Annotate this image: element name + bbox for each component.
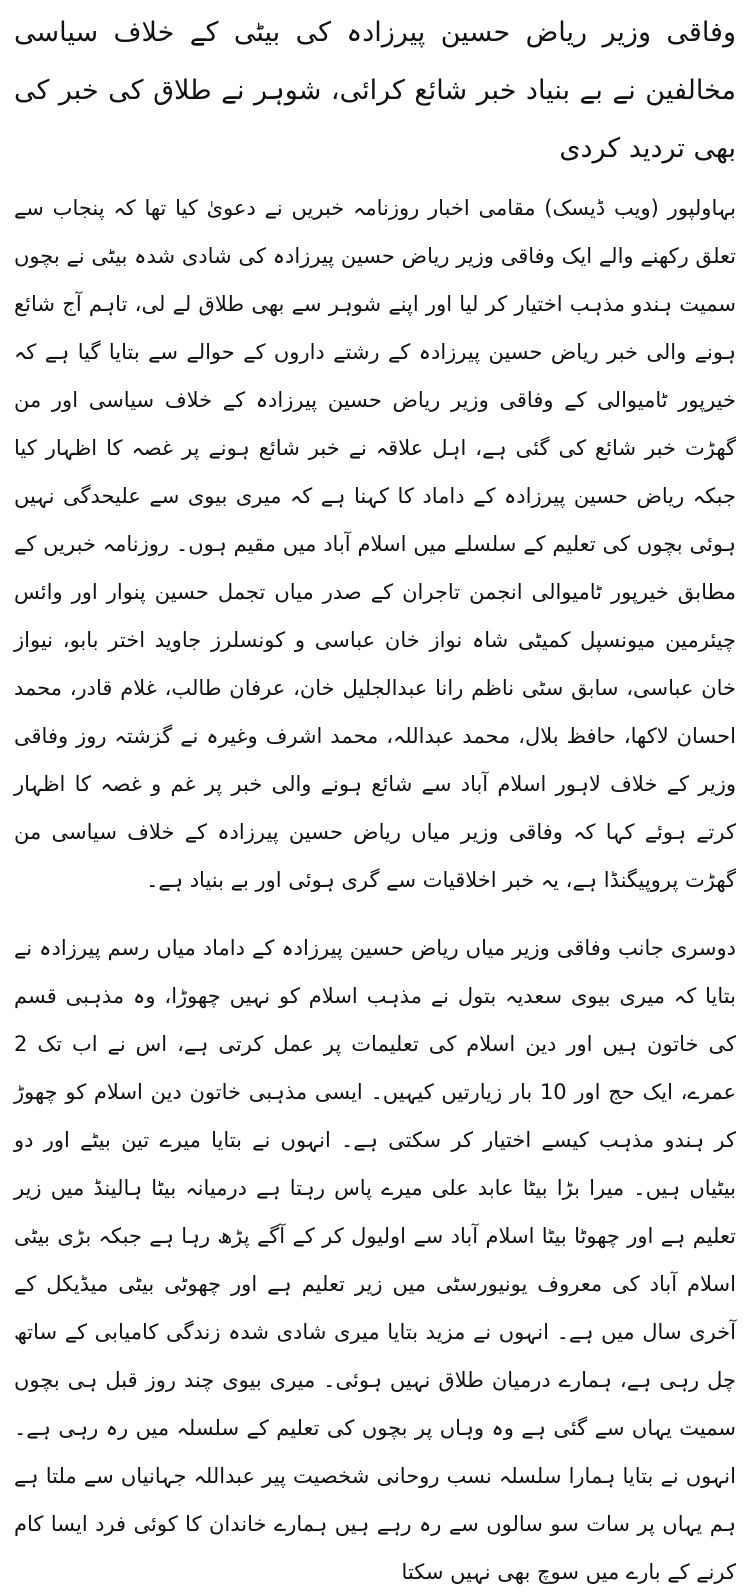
article-paragraph-2: دوسری جانب وفاقی وزیر میاں ریاض حسین پیرزادہ کے داماد میاں رسم پیرزادہ نے بتایا کہ میری بیوی سعدیہ بتول نے مذہب اسلام کو نہیں چھوڑا، وہ مذہبی قسم کی خاتون ہیں اور دین اسلام کی تعلیمات پر عمل کرتی ہے، اس نے اب تک 2 عمرے، ایک حج اور 10 بار زیارتیں کیہیں۔ ایسی مذہبی خاتون دین اسلام کو چھوڑ کر ہندو مذہب کیسے اختیار کر سکتی ہے۔ انہوں نے بتایا میرے تین بیٹے اور دو بیٹیاں ہیں۔ میرا بڑا بیٹا عابد علی میرے پاس رہتا ہے درمیانہ بیٹا ہالینڈ میں زیر تعلیم ہے اور چھوٹا بیٹا اسلام آباد سے اولیول کر کے آگے پڑھ رہا ہے جبکہ بڑی بیٹی اسلام آباد کی معروف یونیورسٹی میں زیر تعلیم ہے اور چھوٹی بیٹی میڈیکل کے آخری سال میں ہے۔ انہوں نے مزید بتایا میری شادی شدہ زندگی کامیابی کے ساتھ چل رہی ہے، ہمارے درمیان طلاق نہیں ہوئی۔ میری بیوی چند روز قبل ہی بچوں سمیت یہاں سے گئی ہے وہ وہاں پر بچوں کی تعلیم کے سلسلہ میں رہ رہی ہے۔ انہوں نے بتایا ہمارا سلسلہ نسب روحانی شخصیت پیر عبداللہ جہانیاں سے ملتا ہے ہم یہاں پر سات سو سالوں سے رہ رہے ہیں ہمارے خاندان کا کوئی فرد ایسا کام کرنے کے بارے میں سوچ بھی نہیں سکتا (14, 936, 736, 1584)
article-paragraph-1: بہاولپور (ویب ڈیسک) مقامی اخبار روزنامہ خبریں نے دعویٰ کیا تھا کہ پنجاب سے تعلق رکھنے والے ایک وفاقی وزیر ریاض حسین پیرزادہ کی شادی شدہ بیٹی نے بچوں سمیت ہندو مذہب اختیار کر لیا اور اپنے شوہر سے بھی طلاق لے لی، تاہم آج شائع ہونے والی خبر ریاض حسین پیرزادہ کے رشتے داروں کے حوالے سے بتایا گیا ہے کہ خیرپور ٹامیوالی کے وفاقی وزیر ریاض حسین پیرزادہ کے خلاف سیاسی اور من گھڑت خبر شائع کی گئی ہے، اہل علاقہ نے خبر شائع ہونے پر غصہ کا اظہار کیا جبکہ ریاض حسین پیرزادہ کے داماد کا کہنا ہے کہ میری بیوی سے علیحدگی نہیں ہوئی بچوں کی تعلیم کے سلسلے میں اسلام آباد میں مقیم ہوں۔ روزنامہ خبریں کے مطابق خیرپور ٹامیوالی انجمن تاجران کے صدر میاں تجمل حسین پنوار اور وائس چیئرمین میونسپل کمیٹی شاہ نواز خان عباسی و کونسلرز جاوید اختر بابو، نیواز خان عباسی، سابق سٹی ناظم رانا عبدالجلیل خان، عرفان طالب، غلام قادر، محمد احسان لاکھا، حافظ بلال، محمد عبداللہ، محمد اشرف وغیرہ نے گزشتہ روز وفاقی وزیر کے خلاف لاہور اسلام آباد سے شائع ہونے والی خبر پر غم و غصہ کا اظہار کرتے ہوئے کہا کہ وفاقی وزیر میاں ریاض حسین پیرزادہ کے خلاف سیاسی من گھڑت پروپیگنڈا ہے، یہ خبر اخلاقیات سے گری ہوئی اور بے بنیاد ہے۔ (14, 196, 736, 892)
article-headline: وفاقی وزیر ریاض حسین پیرزادہ کی بیٹی کے خلاف سیاسی مخالفین نے بے بنیاد خبر شائع کرائی، شوہر نے طلاق کی خبر کی بھی تردید کردی (14, 17, 736, 164)
